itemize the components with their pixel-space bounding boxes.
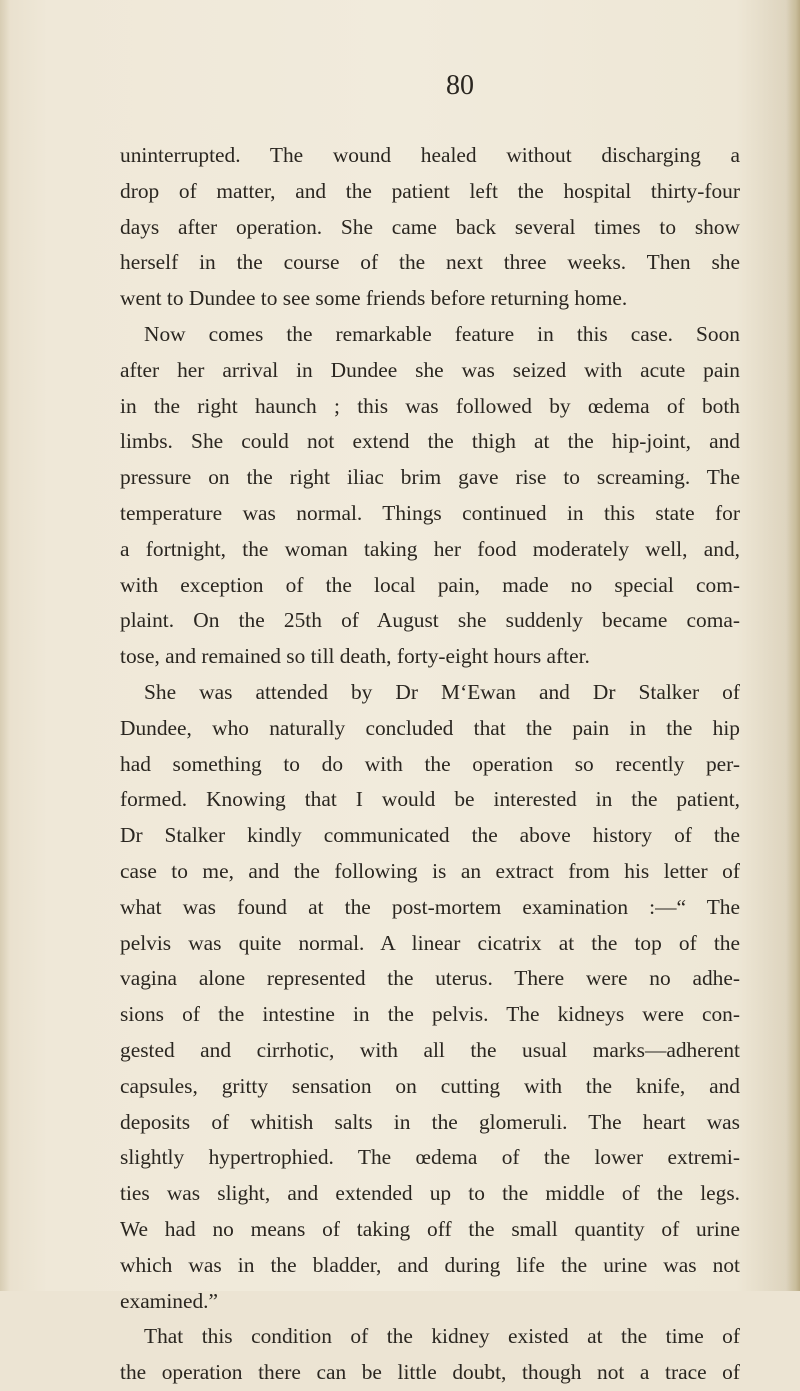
text-line: examined.” bbox=[120, 1288, 218, 1313]
text-line: slightly hypertrophied. The œdema of the lower extremi- bbox=[120, 1145, 740, 1170]
text-line: uninterrupted. The wound healed without discharging a bbox=[120, 143, 740, 167]
text-line: had something to do with the operation so recently per- bbox=[120, 751, 740, 776]
text-line: tose, and remained so till death, forty-eight hours after. bbox=[120, 644, 590, 669]
body-text bbox=[120, 138, 740, 1391]
text-line: after her arrival in Dundee she was seized with acute pain bbox=[120, 357, 740, 382]
text-line: a fortnight, the woman taking her food moderately well, and, bbox=[120, 536, 740, 561]
text-line: Now comes the remarkable feature in this case. Soon bbox=[144, 321, 740, 346]
text-line: Dr Stalker kindly communicated the above history of the bbox=[120, 823, 740, 848]
text-line: herself in the course of the next three weeks. Then she bbox=[120, 250, 740, 275]
page-number: 80 bbox=[446, 70, 474, 101]
text-line: We had no means of taking off the small quantity of urine bbox=[120, 1216, 740, 1241]
text-line: the operation there can be little doubt, though not a trace of bbox=[120, 1360, 740, 1385]
text-line: ties was slight, and extended up to the middle of the legs. bbox=[120, 1181, 740, 1206]
page-right-shadow bbox=[786, 0, 800, 1291]
text-line: temperature was normal. Things continued in this state for bbox=[120, 500, 740, 525]
text-line: limbs. She could not extend the thigh at the hip-joint, and bbox=[120, 429, 740, 454]
text-line: capsules, gritty sensation on cutting with the knife, and bbox=[120, 1073, 740, 1098]
text-line: deposits of whitish salts in the glomeruli. The heart was bbox=[120, 1109, 740, 1134]
text-line: She was attended by Dr M‘Ewan and Dr Stalker of bbox=[144, 679, 740, 704]
page-left-shadow bbox=[0, 0, 10, 1291]
text-line: formed. Knowing that I would be interested in the patient, bbox=[120, 787, 740, 812]
text-line: days after operation. She came back several times to show bbox=[120, 214, 740, 239]
text-line: what was found at the post-mortem examination :—“ The bbox=[120, 894, 740, 919]
text-line: pelvis was quite normal. A linear cicatrix at the top of the bbox=[120, 930, 740, 955]
text-line: That this condition of the kidney existed at the time of bbox=[144, 1324, 740, 1349]
text-line: vagina alone represented the uterus. There were no adhe- bbox=[120, 966, 740, 991]
text-line: in the right haunch ; this was followed by œdema of both bbox=[120, 393, 740, 418]
text-line: sions of the intestine in the pelvis. The kidneys were con- bbox=[120, 1002, 740, 1027]
text-line: Dundee, who naturally concluded that the pain in the hip bbox=[120, 715, 740, 740]
text-line: pressure on the right iliac brim gave rise to screaming. The bbox=[120, 465, 740, 490]
text-line: went to Dundee to see some friends before returning home. bbox=[120, 286, 628, 311]
text-line: which was in the bladder, and during life the urine was not bbox=[120, 1252, 740, 1277]
text-line: plaint. On the 25th of August she suddenly became coma- bbox=[120, 608, 740, 633]
text-line: with exception of the local pain, made no special com- bbox=[120, 572, 740, 597]
text-line: drop of matter, and the patient left the hospital thirty-four bbox=[120, 178, 740, 203]
text-line: case to me, and the following is an extract from his letter of bbox=[120, 858, 740, 883]
text-line: gested and cirrhotic, with all the usual marks—adherent bbox=[120, 1037, 740, 1062]
